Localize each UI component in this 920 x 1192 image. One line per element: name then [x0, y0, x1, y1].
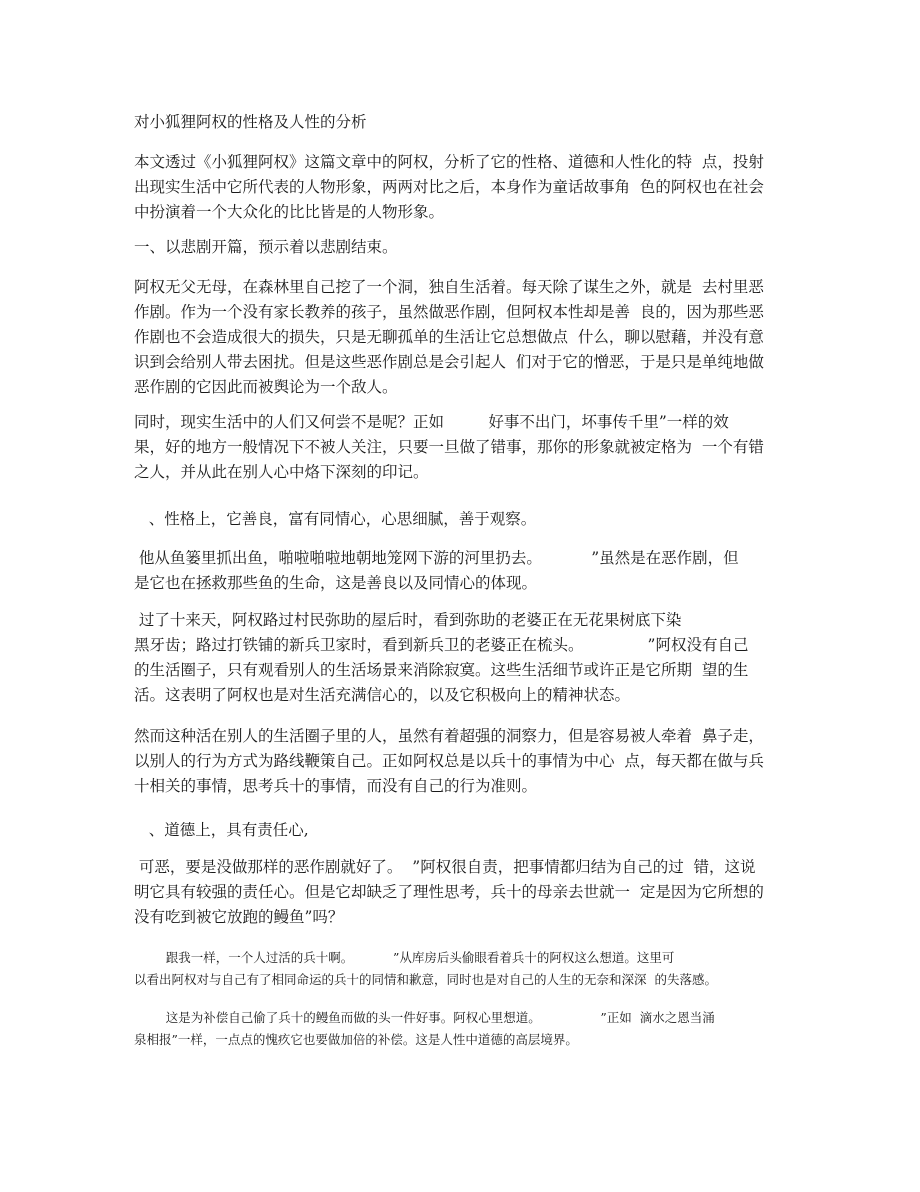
text-line: 阿权无父无母，在森林里自己挖了一个洞，独自生活着。每天除了谋生之外，就是 去村里恶: [134, 278, 764, 296]
text-line: 活。这表明了阿权也是对生活充满信心的，以及它积极向上的精神状态。: [134, 686, 631, 704]
text-line: 这是为补偿自己偷了兵十的鳗鱼而做的头一件好事。阿权心里想道。 ”正如 滴水之恩当涌: [134, 1010, 715, 1025]
text-line: 作剧也不会造成很大的损失，只是无聊孤单的生活让它总想做点 什么，聊以慰藉，并没有意: [134, 328, 764, 346]
text-line: 、性格上，它善良，富有同情心，心思细腻，善于观察。: [134, 510, 537, 528]
text-line: 本文透过《小狐狸阿权》这篇文章中的阿权，分析了它的性格、道德和人性化的特 点，投射: [134, 153, 764, 171]
text-line: 是它也在拯救那些鱼的生命，这是善良以及同情心的体现。: [134, 574, 538, 592]
text-line: 作剧。作为一个没有家长教养的孩子，虽然做恶作剧，但阿权本性却是善 良的，因为那些恶: [134, 303, 764, 321]
text-line: 同时，现实生活中的人们又何尝不是呢？正如 好事不出门，坏事传千里”一样的效: [134, 413, 729, 431]
paragraph-intro: [134, 150, 794, 225]
paragraph-reality: [134, 410, 794, 485]
paragraph-background: [134, 275, 794, 400]
paragraph-responsibility: [134, 855, 794, 930]
document-title: 对小狐狸阿权的性格及人性的分析: [134, 113, 367, 131]
paragraph-small-sympathy: [134, 947, 794, 991]
text-line: 一、以悲剧开篇，预示着以悲剧结束。: [134, 238, 398, 256]
text-line: 以看出阿权对与自己有了相同命运的兵十的同情和歉意，同时也是对自己的人生的无奈和深深 的失落感。: [134, 972, 717, 987]
paragraph-fish: [134, 546, 794, 596]
text-line: 之人，并从此在别人心中烙下深刻的印记。: [134, 463, 429, 481]
text-line: 以别人的行为方式为路线鞭策自己。正如阿权总是以兵十的事情为中心 点，每天都在做与兵: [134, 752, 764, 770]
text-line: 黑牙齿；路过打铁铺的新兵卫家时，看到新兵卫的老婆正在梳头。 ”阿权没有自己: [134, 636, 749, 654]
text-line: 可恶，要是没做那样的恶作剧就好了。 ”阿权很自责，把事情都归结为自己的过 错，这说: [134, 858, 756, 876]
text-line: 然而这种活在别人的生活圈子里的人，虽然有着超强的洞察力，但是容易被人牵着 鼻子走，: [134, 727, 764, 745]
paragraph-others-life: [134, 724, 794, 799]
text-line: 过了十来天，阿权路过村民弥助的屋后时，看到弥助的老婆正在无花果树底下染: [134, 611, 682, 629]
text-line: 跟我一样，一个人过活的兵十啊。 ”从库房后头偷眼看着兵十的阿权这么想道。这里可: [134, 950, 675, 965]
text-line: 出现实生活中它所代表的人物形象，两两对比之后，本身作为童话故事角 色的阿权也在社会: [134, 178, 764, 196]
text-line: 他从鱼篓里抓出鱼，啪啦啪啦地朝地笼网下游的河里扔去。 ”虽然是在恶作剧，但: [134, 549, 739, 567]
text-line: 恶作剧的它因此而被舆论为一个敌人。: [134, 378, 398, 396]
text-line: 泉相报”一样，一点点的愧疚它也要做加倍的补偿。这是人性中道德的高层境界。: [134, 1032, 578, 1047]
text-line: 中扮演着一个大众化的比比皆是的人物形象。: [134, 203, 445, 221]
text-line: 的生活圈子，只有观看别人的生活场景来消除寂寞。这些生活细节或许正是它所期 望的生: [134, 661, 749, 679]
paragraph-small-compensation: [134, 1007, 794, 1051]
text-line: 明它具有较强的责任心。但是它却缺乏了理性思考，兵十的母亲去世就一 定是因为它所想的: [134, 883, 764, 901]
text-line: 识到会给别人带去困扰。但是这些恶作剧总是会引起人 们对于它的憎恶，于是只是单纯地做: [134, 353, 764, 371]
section-heading-morality: [134, 818, 794, 843]
text-line: 没有吃到被它放跑的鳗鱼”吗？: [134, 908, 344, 926]
section-heading-one: [134, 235, 794, 260]
text-line: 果，好的地方一般情况下不被人关注，只要一旦做了错事，那你的形象就被定格为 一个有错: [134, 438, 764, 456]
paragraph-observation: [134, 608, 794, 708]
section-heading-personality: [134, 507, 794, 532]
text-line: 、道德上，具有责任心,: [134, 821, 309, 839]
text-line: 十相关的事情，思考兵十的事情，而没有自己的行为准则。: [134, 777, 538, 795]
